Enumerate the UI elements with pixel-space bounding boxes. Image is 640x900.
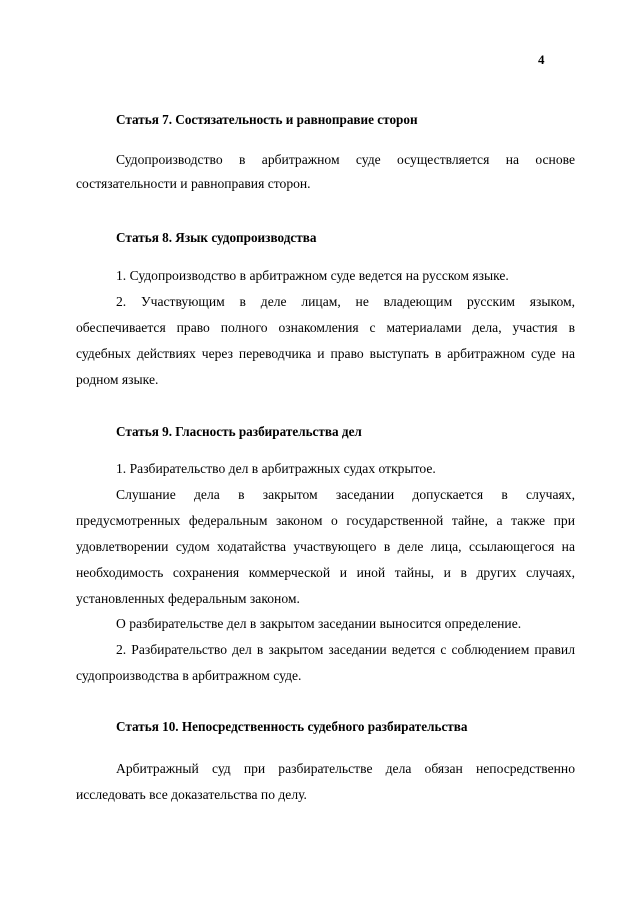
article-9-line-9: судопроизводства в арбитражном суде.	[76, 668, 302, 683]
article-9-line-3: предусмотренных федеральным законом о государственной тайне, а также при	[76, 513, 575, 528]
article-8-line-2: 2. Участвующим в деле лицам, не владеющим русским языком,	[116, 294, 575, 309]
article-9-line-4: удовлетворении судом ходатайства участвующего в деле лица, ссылающегося на	[76, 539, 575, 554]
article-8-line-4: судебных действиях через переводчика и право выступать в арбитражном суде на	[76, 346, 575, 361]
article-9-line-8: 2. Разбирательство дел в закрытом заседании ведется с соблюдением правил	[116, 642, 575, 657]
article-7-heading: Статья 7. Состязательность и равноправие сторон	[116, 112, 418, 127]
article-9-line-1: 1. Разбирательство дел в арбитражных судах открытое.	[116, 461, 436, 476]
article-9-heading: Статья 9. Гласность разбирательства дел	[116, 424, 362, 439]
article-9-line-7: О разбирательстве дел в закрытом заседании выносится определение.	[116, 616, 522, 631]
article-9-line-6: установленных федеральным законом.	[76, 591, 300, 606]
article-8-line-1: 1. Судопроизводство в арбитражном суде ведется на русском языке.	[116, 268, 509, 283]
article-10-line-2: исследовать все доказательства по делу.	[76, 787, 307, 802]
article-7-line-2: состязательности и равноправия сторон.	[76, 176, 311, 191]
article-10-line-1: Арбитражный суд при разбирательстве дела обязан непосредственно	[116, 761, 575, 776]
article-7-line-1: Судопроизводство в арбитражном суде осуществляется на основе	[116, 152, 575, 167]
article-9-line-5: необходимость сохранения коммерческой и иной тайны, и в других случаях,	[76, 565, 575, 580]
article-8-line-5: родном языке.	[76, 372, 159, 387]
article-8-heading: Статья 8. Язык судопроизводства	[116, 230, 317, 245]
article-10-heading: Статья 10. Непосредственность судебного разбирательства	[116, 719, 468, 734]
article-8-line-3: обеспечивается право полного ознакомления с материалами дела, участия в	[76, 320, 575, 335]
article-9-line-2: Слушание дела в закрытом заседании допускается в случаях,	[116, 487, 575, 502]
page-number: 4	[538, 52, 545, 67]
